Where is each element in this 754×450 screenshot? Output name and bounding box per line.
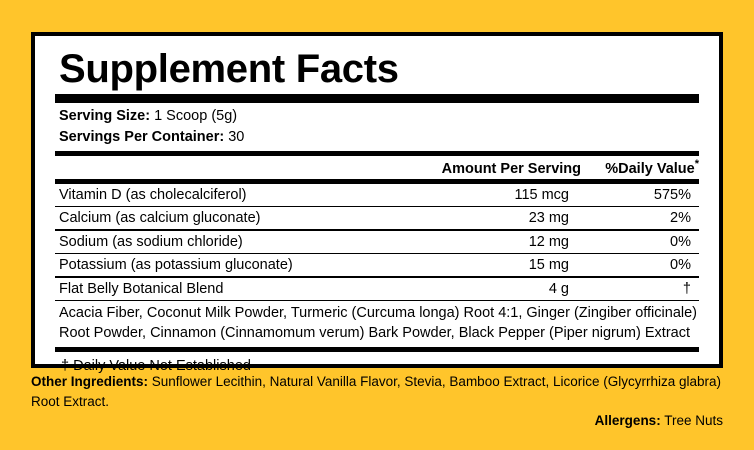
table-row (55, 207, 699, 229)
serving-size-line (59, 106, 699, 127)
table-row (55, 254, 699, 276)
divider-thick-top (55, 94, 699, 103)
nutrient-amount: 15 mg (528, 257, 569, 274)
other-ingredients-block (31, 372, 723, 431)
serving-size-value: 1 Scoop (5g) (154, 108, 238, 124)
nutrient-daily-value: † (682, 280, 691, 297)
servings-per-container-line (59, 127, 699, 148)
allergens-value: Tree Nuts (664, 413, 723, 429)
nutrient-amount: 4 g (548, 280, 569, 297)
other-ingredients-text: Sunflower Lecithin, Natural Vanilla Flavor, Stevia, Bamboo Extract, Licorice (Glycyrrhiza glabra) Root Extract. (31, 374, 722, 409)
table-header-row (55, 156, 699, 179)
column-header-amount: Amount Per Serving (441, 160, 581, 177)
table-row (55, 231, 699, 253)
daily-value-asterisk: * (694, 158, 699, 171)
other-ingredients-label: Other Ingredients: (31, 374, 149, 389)
nutrient-daily-value: 0% (670, 257, 691, 274)
nutrient-daily-value: 2% (670, 210, 691, 227)
serving-size-label: Serving Size: (59, 108, 151, 124)
servings-per-container-label: Servings Per Container: (59, 129, 225, 146)
allergens-label: Allergens: (594, 413, 661, 429)
nutrient-name: Sodium (as sodium chloride) (59, 233, 243, 250)
daily-value-footnote: † Daily Value Not Established (61, 358, 251, 375)
allergens-line (31, 411, 723, 431)
table-row (55, 184, 699, 206)
nutrient-name: Vitamin D (as cholecalciferol) (59, 186, 247, 203)
nutrient-name: Flat Belly Botanical Blend (59, 280, 224, 297)
nutrient-daily-value: 0% (670, 233, 691, 250)
nutrient-amount: 12 mg (528, 233, 569, 250)
supplement-facts-panel (31, 32, 723, 375)
nutrient-name: Calcium (as calcium gluconate) (59, 210, 261, 227)
other-ingredients-line (31, 372, 723, 411)
blend-ingredient-list: Acacia Fiber, Coconut Milk Powder, Turmeric (Curcuma longa) Root 4:1, Ginger (Zingiber officinale) Root Powder, Cinnamon (Cinnamomum verum) Bark Powder, Black Pepper (Piper nigrum) Extract (59, 305, 697, 341)
nutrient-amount: 23 mg (528, 210, 569, 227)
table-row (55, 278, 699, 300)
column-header-daily-value (581, 158, 699, 177)
servings-per-container-value: 30 (228, 129, 245, 146)
page-title: Supplement Facts (59, 47, 399, 91)
nutrient-amount: 115 mcg (514, 186, 569, 203)
column-header-daily-value-text: %Daily Value (605, 160, 695, 177)
nutrient-daily-value: 575% (653, 186, 691, 203)
serving-info (55, 103, 699, 151)
nutrient-name: Potassium (as potassium gluconate) (59, 257, 293, 274)
